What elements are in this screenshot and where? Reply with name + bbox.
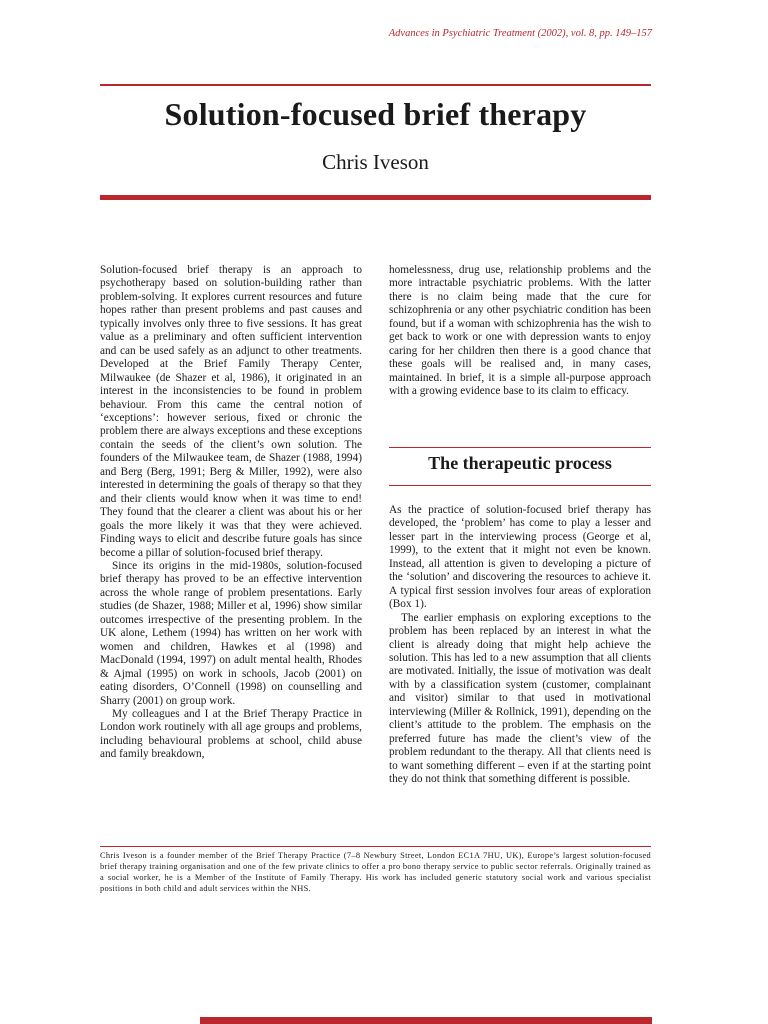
section-heading: The therapeutic process — [428, 453, 612, 473]
article-title: Solution-focused brief therapy — [164, 96, 587, 132]
header-rule-bottom — [100, 195, 651, 200]
bottom-accent-bar — [200, 1017, 652, 1024]
section-rule-top — [389, 447, 651, 448]
right-column-bottom — [389, 504, 651, 787]
left-paragraph-1: Solution-focused brief therapy is an approach to psychotherapy based on solution-building rather than problem-solving. It explores current resources and future hopes rather than present problems and past causes and typically involves only three to five sessions. It has great value as a preliminary and often sufficient intervention and can be used safely as an adjunct to other treatments. Developed at the Brief Family Therapy Center, Milwaukee (de Shazer et al, 1986), it originated in an interest in the inconsistencies to be found in problem behaviour. From this came the central notion of ‘exceptions’: however serious, fixed or chronic the problem there are always exceptions and these exceptions contain the seeds of the client’s own solution. The founders of the Milwaukee team, de Shazer (1988, 1994) and Berg (Berg, 1991; Berg & Miller, 1992), were also interested in determining the goals of therapy so that they and their clients would know when it was time to end! They found that the clearer a client was about his or her goals the more likely it was that they were achieved. Finding ways to elicit and describe future goals has since become a pillar of solution-focused brief therapy. — [100, 264, 362, 559]
left-paragraph-3: My colleagues and I at the Brief Therapy Practice in London work routinely with all age groups and problems, including behavioural problems at school, child abuse and family breakdown, — [100, 707, 362, 761]
left-column — [100, 264, 362, 762]
author-footnote: Chris Iveson is a founder member of the Brief Therapy Practice (7–8 Newbury Street, London EC1A 7HU, UK), Europe’s largest solution-focused brief therapy training organisation and one of the few private clinics to offer a pro bono therapy service to public sector referrals. Originally trained as a social worker, he is a Member of the Institute of Family Therapy. His work has included generic statutory social work and various specialist positions in both child and adult services within the NHS. — [100, 851, 651, 893]
left-paragraph-2: Since its origins in the mid-1980s, solution-focused brief therapy has proved to be an effective intervention across the whole range of problem presentations. Early studies (de Shazer, 1988; Miller et al, 1996) show similar outcomes irrespective of the presenting problem. In the UK alone, Lethem (1994) has written on her work with women and children, Hawkes et al (1998) and MacDonald (1994, 1997) on adult mental health, Rhodes & Ajmal (1995) on work in schools, Jacob (2001) on eating disorders, O’Connell (1998) on counselling and Sharry (2001) on group work. — [100, 559, 362, 707]
right-top-paragraph: homelessness, drug use, relationship problems and the more intractable psychiatric problems. With the latter there is no claim being made that the cure for schizophrenia or any other psychiatric condition has been found, but if a woman with schizophrenia has the wish to get back to work or one with depression wants to enjoy caring for her children then there is a good chance that these goals will be realised and, in many cases, maintained. In brief, it is a simple all-purpose approach with a growing evidence base to its claim to efficacy. — [389, 264, 651, 398]
header-rule-top — [100, 84, 651, 86]
section-paragraph-1: As the practice of solution-focused brief therapy has developed, the ‘problem’ has come to play a lesser and lesser part in the interviewing process (George et al, 1999), to the extent that it might not even be known. Instead, all attention is given to developing a picture of the ‘solution’ and discovering the resources to achieve it. A typical first session involves four areas of exploration (Box 1). — [389, 504, 651, 611]
article-author: Chris Iveson — [322, 150, 429, 174]
journal-reference: Advances in Psychiatric Treatment (2002), vol. 8, pp. 149–157 — [388, 28, 652, 39]
section-rule-bottom — [389, 485, 651, 486]
section-paragraph-2: The earlier emphasis on exploring exceptions to the problem has been replaced by an interest in what the client is already doing that might help achieve the solution. This has led to a new assumption that all clients are motivated. Initially, the issue of motivation was dealt with by a classification system (customer, complainant and visitor) similar to that used in motivational interviewing (Miller & Rollnick, 1991), depending on the client’s attitude to the problem. The emphasis on the preferred future has made the client’s view of the problem redundant to the therapy. All that clients need is to want something different – even if at the starting point they do not think that something different is possible. — [389, 611, 651, 786]
right-column-top — [389, 264, 651, 399]
footnote-rule — [100, 846, 651, 847]
